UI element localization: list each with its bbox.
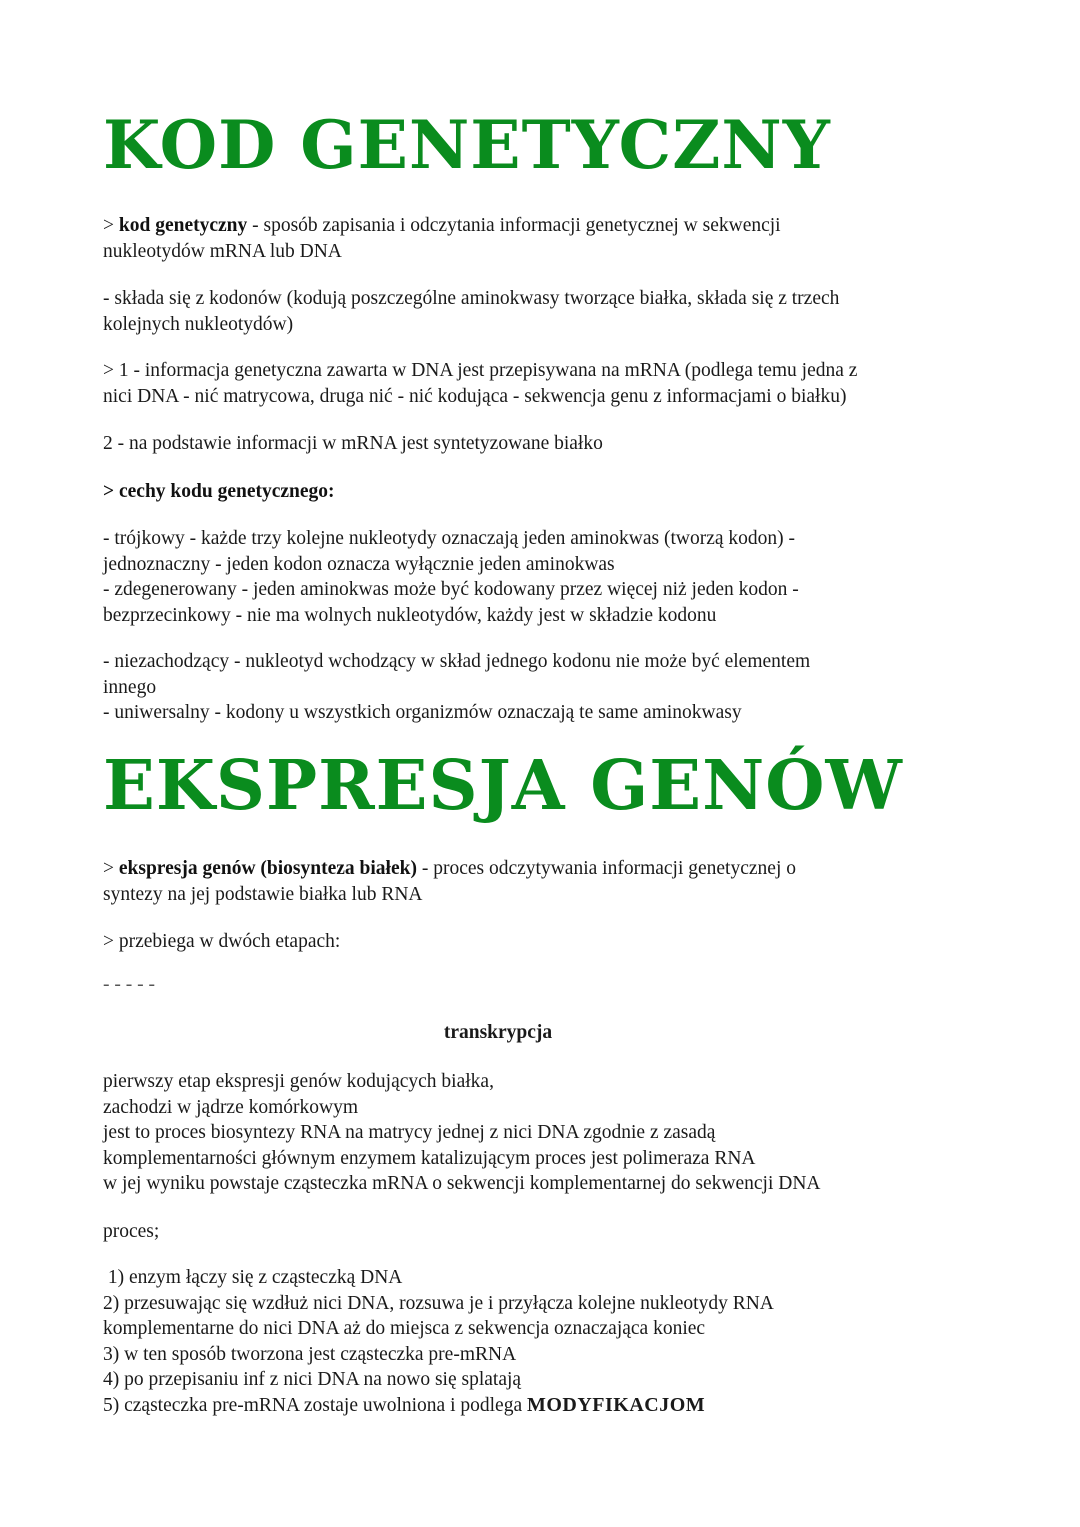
def-text-line1: - sposób zapisania i odczytania informacji genetycznej w sekwencji bbox=[247, 215, 781, 236]
dash-separator: - - - - - bbox=[103, 974, 155, 995]
description-line: komplementarności głównym enzymem katalizującym proces jest polimeraza RNA bbox=[103, 1147, 756, 1169]
def-text-line1: - proces odczytywania informacji genetycznej o bbox=[416, 858, 796, 879]
paragraph-line: > 1 - informacja genetyczna zawarta w DNA jest przepisywana na mRNA (podlega temu jedna z bbox=[103, 360, 858, 381]
def-term: kod genetyczny bbox=[118, 215, 248, 236]
paragraph-line: nici DNA - nić matrycowa, druga nić - nić kodująca - sekwencja genu z informacjami o białku) bbox=[103, 385, 847, 407]
features-list-2 bbox=[103, 649, 983, 726]
features-list-1 bbox=[103, 526, 983, 628]
paragraph-step-2: 2 - na podstawie informacji w mRNA jest syntetyzowane białko bbox=[103, 433, 603, 454]
transcription-description bbox=[103, 1069, 983, 1197]
process-step: 3) w ten sposób tworzona jest cząsteczka pre-mRNA bbox=[103, 1343, 517, 1365]
description-line: w jej wyniku powstaje cząsteczka mRNA o sekwencji komplementarnej do sekwencji DNA bbox=[103, 1173, 821, 1194]
feature-item: jednoznaczny - jeden kodon oznacza wyłącznie jeden aminokwas bbox=[103, 553, 615, 575]
description-line: zachodzi w jądrze komórkowym bbox=[103, 1096, 359, 1118]
def-prefix: > bbox=[103, 858, 114, 879]
feature-item: - niezachodzący - nukleotyd wchodzący w skład jednego kodonu nie może być elementem bbox=[103, 651, 811, 672]
paragraph-kodony bbox=[103, 286, 983, 337]
process-step: 1) enzym łączy się z cząsteczką DNA bbox=[103, 1267, 403, 1288]
process-label: proces; bbox=[103, 1221, 160, 1242]
emphasis-modyfikacjom: MODYFIKACJOM bbox=[526, 1393, 706, 1416]
process-step: komplementarne do nici DNA aż do miejsca z sekwencja oznaczająca koniec bbox=[103, 1318, 706, 1339]
paragraph-line: kolejnych nukleotydów) bbox=[103, 313, 294, 335]
feature-item: - zdegenerowany - jeden aminokwas może być kodowany przez więcej niż jeden kodon - bbox=[103, 579, 799, 600]
stages-text: > przebiega w dwóch etapach: bbox=[103, 931, 341, 952]
process-step: 5) cząsteczka pre-mRNA zostaje uwolniona i podlega bbox=[103, 1394, 527, 1416]
features-heading bbox=[103, 479, 983, 505]
title-ekspresja-genow: EKSPRESJA GENÓW bbox=[103, 746, 903, 826]
features-heading-text: > cechy kodu genetycznego: bbox=[103, 481, 335, 502]
feature-item: innego bbox=[103, 676, 157, 698]
feature-item: - trójkowy - każde trzy kolejne nukleotydy oznaczają jeden aminokwas (tworzą kodon) - bbox=[103, 528, 795, 549]
def-text-line2: nukleotydów mRNA lub DNA bbox=[103, 240, 342, 262]
subheading-transkrypcja: transkrypcja bbox=[443, 1022, 553, 1043]
feature-item: bezprzecinkowy - nie ma wolnych nukleotydów, każdy jest w składzie kodonu bbox=[103, 604, 717, 626]
def-term: ekspresja genów (biosynteza białek) bbox=[118, 858, 417, 879]
feature-item: - uniwersalny - kodony u wszystkich organizmów oznaczają te same aminokwasy bbox=[103, 702, 742, 723]
definition-kod-genetyczny bbox=[103, 213, 983, 264]
description-line: pierwszy etap ekspresji genów kodujących białka, bbox=[103, 1071, 494, 1092]
paragraph-line: - składa się z kodonów (kodują poszczególne aminokwasy tworzące białka, składa się z trzech bbox=[103, 288, 840, 309]
description-line: jest to proces biosyntezy RNA na matrycy jednej z nici DNA zgodnie z zasadą bbox=[103, 1122, 716, 1143]
process-step: 4) po przepisaniu inf z nici DNA na nowo się splatają bbox=[103, 1369, 522, 1390]
def-text-line2: syntezy na jej podstawie białka lub RNA bbox=[103, 883, 423, 905]
def-prefix: > bbox=[103, 215, 114, 236]
title-kod-genetyczny: KOD GENETYCZNY bbox=[103, 106, 831, 184]
process-steps bbox=[103, 1265, 983, 1418]
process-step: 2) przesuwając się wzdłuż nici DNA, rozsuwa je i przyłącza kolejne nukleotydy RNA bbox=[103, 1292, 774, 1314]
paragraph-step-1 bbox=[103, 358, 983, 409]
definition-ekspresja-genow bbox=[103, 856, 983, 907]
